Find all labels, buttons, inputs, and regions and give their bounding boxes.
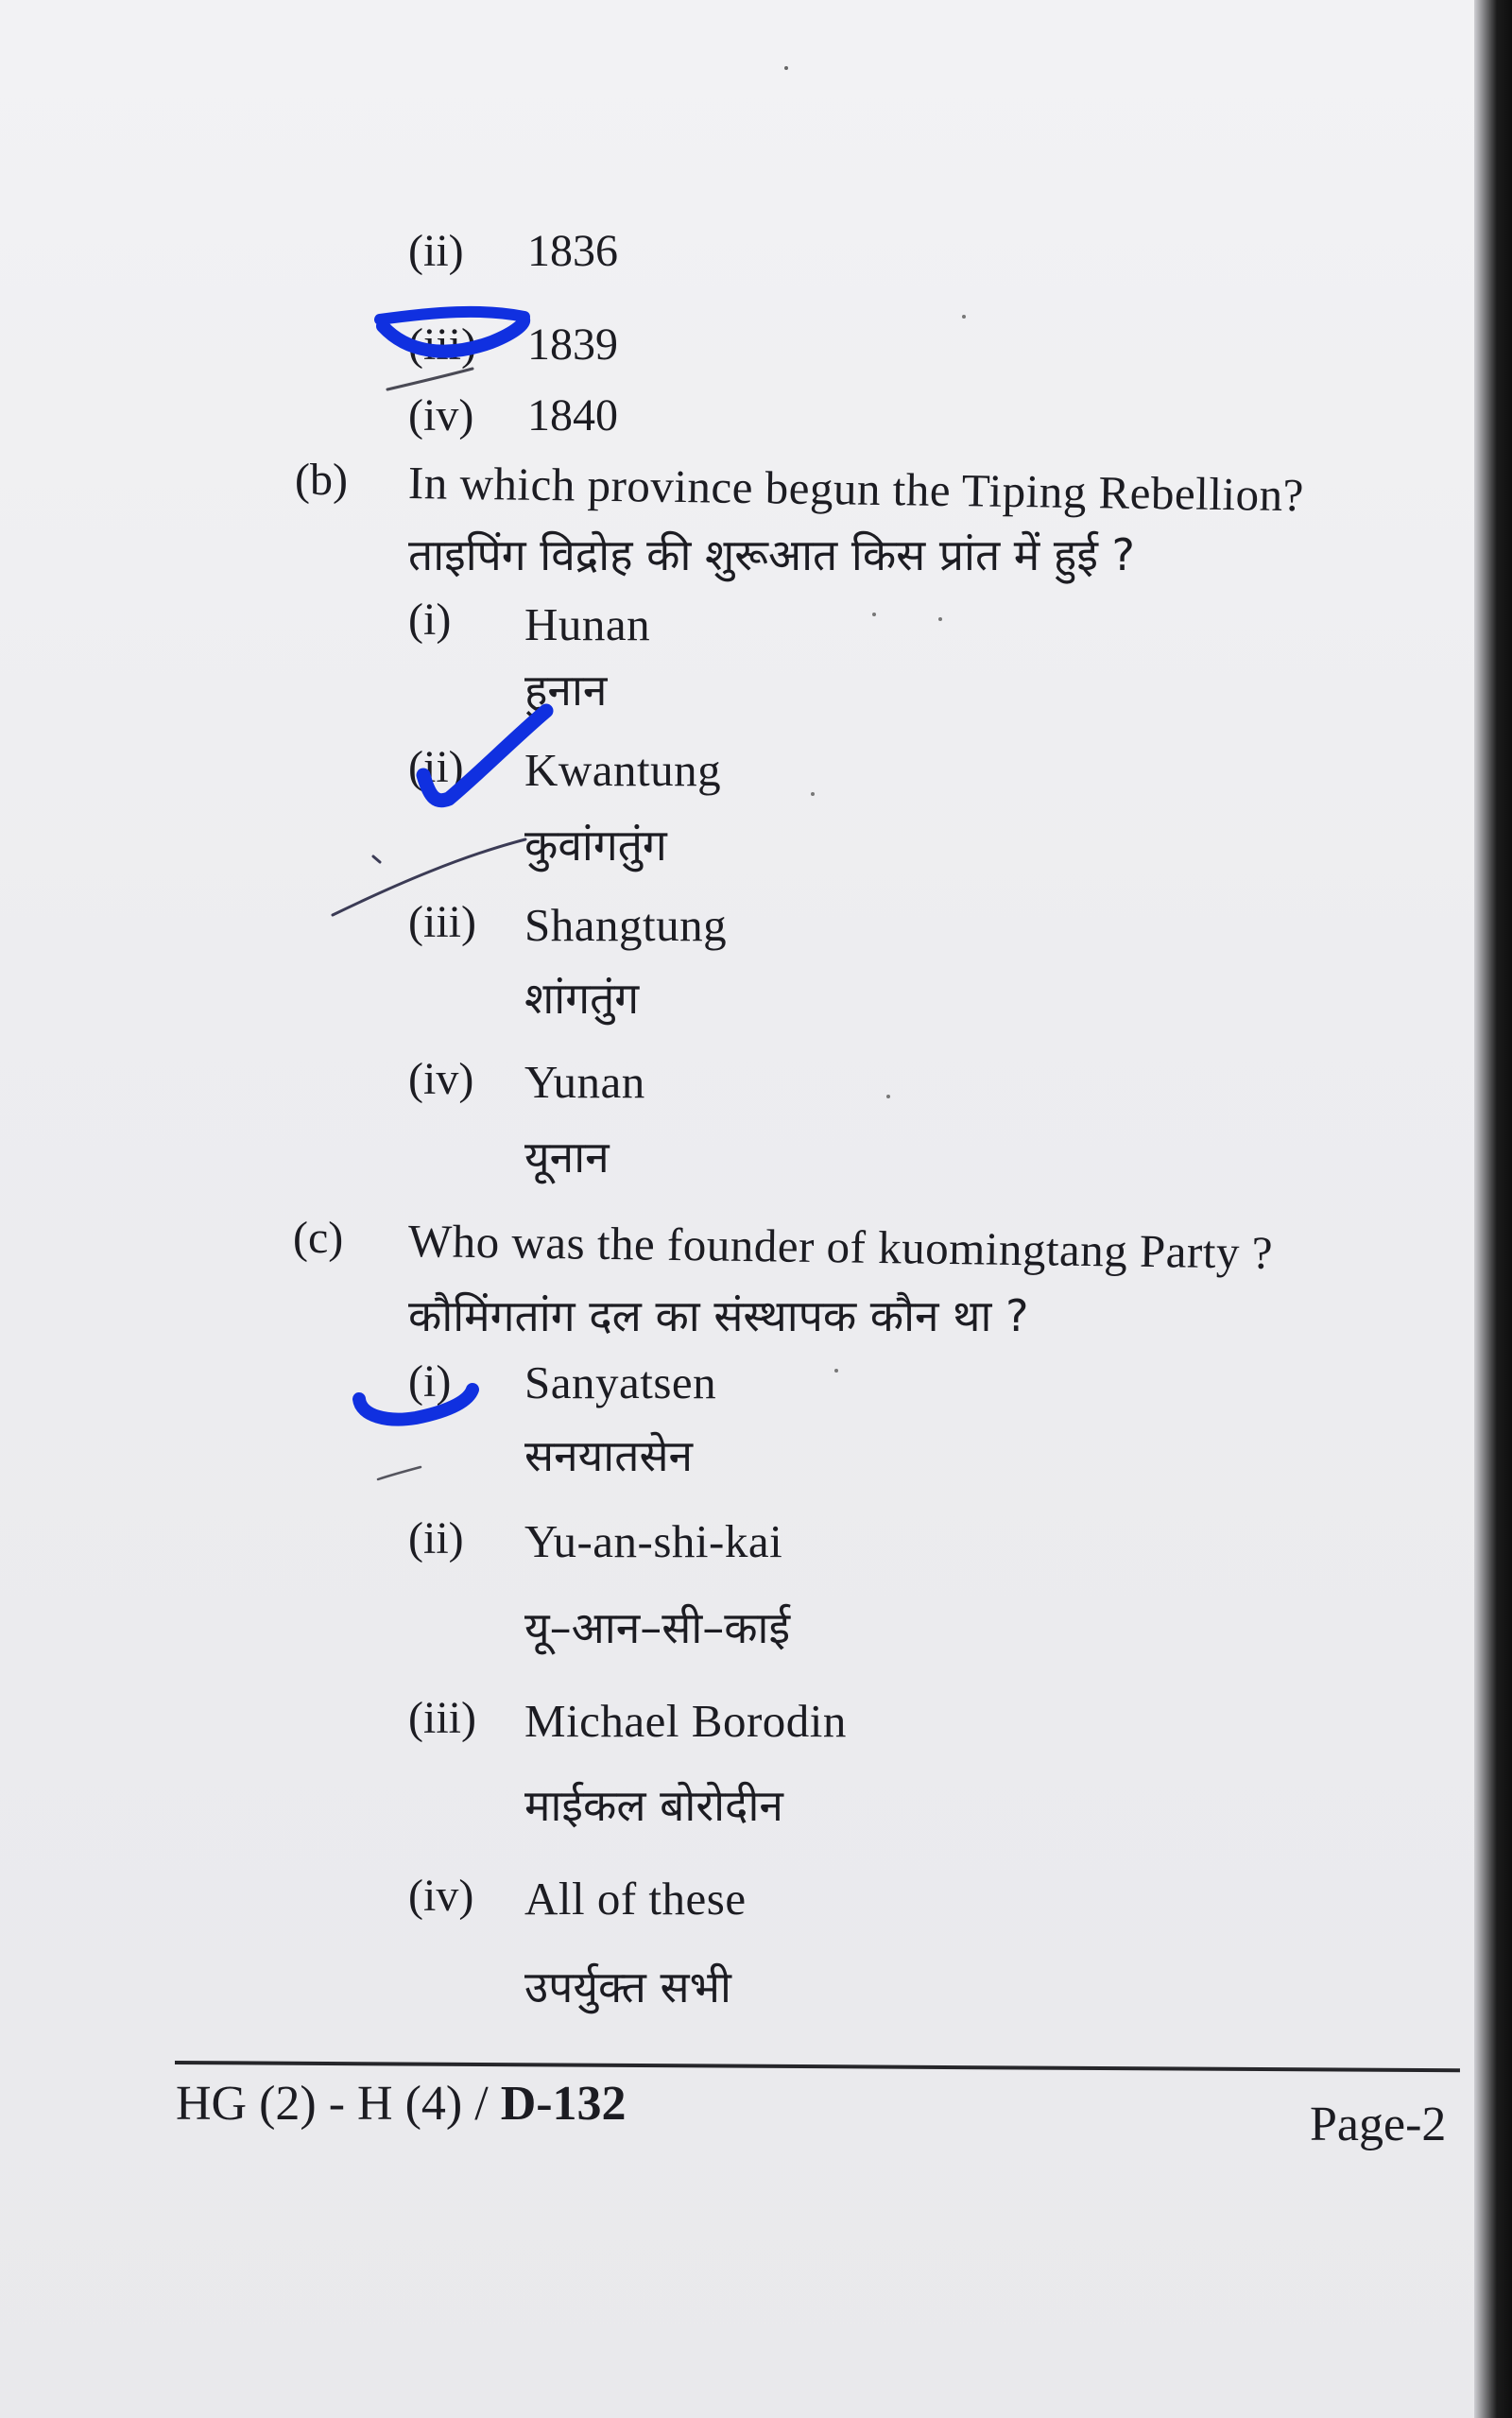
option-text-hi: माईकल बोरोदीन — [524, 1780, 783, 1831]
paper-speck — [886, 1095, 890, 1098]
option-text-hi: यू–आन–सी–काई — [524, 1602, 791, 1653]
pencil-stroke — [387, 369, 472, 389]
background-edge — [1474, 0, 1512, 2418]
option-text-hi: हुनान — [524, 665, 608, 716]
paper-code — [176, 2076, 627, 2132]
question-text-en: Who was the founder of kuomingtang Party ? — [407, 1215, 1274, 1279]
paper-code-prefix: HG (2) - H (4) / — [176, 2077, 501, 2131]
option-text-en: Kwantung — [524, 744, 722, 796]
question-label: (b) — [295, 455, 348, 505]
question-text-hi: ताइपिंग विद्रोह की शुरूआत किस प्रांत में हुई ? — [408, 529, 1135, 580]
option-label: (i) — [408, 595, 452, 645]
footer-divider — [175, 2061, 1460, 2072]
option-label: (i) — [408, 1356, 452, 1407]
option-label: (iii) — [408, 897, 476, 947]
option-text-en: All of these — [524, 1873, 747, 1925]
question-label: (c) — [293, 1213, 344, 1263]
page-number: Page-2 — [1310, 2098, 1447, 2151]
question-text-en: In which province begun the Tiping Rebellion? — [407, 457, 1305, 522]
option-label: (ii) — [408, 742, 464, 792]
option-text: 1840 — [527, 390, 618, 440]
pencil-stroke — [373, 856, 380, 862]
paper-speck — [872, 613, 876, 616]
paper-speck — [811, 792, 815, 796]
option-text-en: Yu-an-shi-kai — [524, 1515, 783, 1567]
option-label: (ii) — [408, 1513, 464, 1563]
option-text-hi: उपर्युक्त सभी — [524, 1961, 731, 2012]
option-text: 1839 — [527, 320, 618, 370]
option-text-en: Yunan — [524, 1056, 645, 1108]
option-text: 1836 — [527, 226, 618, 276]
option-label: (iii) — [408, 320, 476, 370]
option-text-hi: शांगतुंग — [524, 973, 640, 1024]
paper-speck — [834, 1369, 838, 1373]
option-label: (iv) — [408, 1054, 474, 1104]
option-label: (iv) — [408, 390, 474, 440]
option-text-en: Sanyatsen — [524, 1356, 717, 1408]
option-text-en: Hunan — [524, 598, 651, 650]
option-text-hi: यूनान — [524, 1131, 610, 1183]
option-text-en: Michael Borodin — [524, 1695, 847, 1747]
question-text-hi: कौमिंगतांग दल का संस्थापक कौन था ? — [408, 1290, 1029, 1341]
paper-speck — [784, 66, 788, 70]
paper-speck — [962, 315, 966, 319]
option-label: (iii) — [408, 1693, 476, 1743]
paper-speck — [938, 617, 942, 621]
option-text-hi: कुवांगतुंग — [524, 820, 667, 871]
option-label: (ii) — [408, 226, 464, 276]
option-text-en: Shangtung — [524, 899, 728, 951]
paper-code-id: D-132 — [500, 2077, 627, 2131]
option-label: (iv) — [408, 1871, 474, 1921]
pencil-stroke — [378, 1467, 421, 1479]
option-text-hi: सनयातसेन — [524, 1430, 694, 1481]
